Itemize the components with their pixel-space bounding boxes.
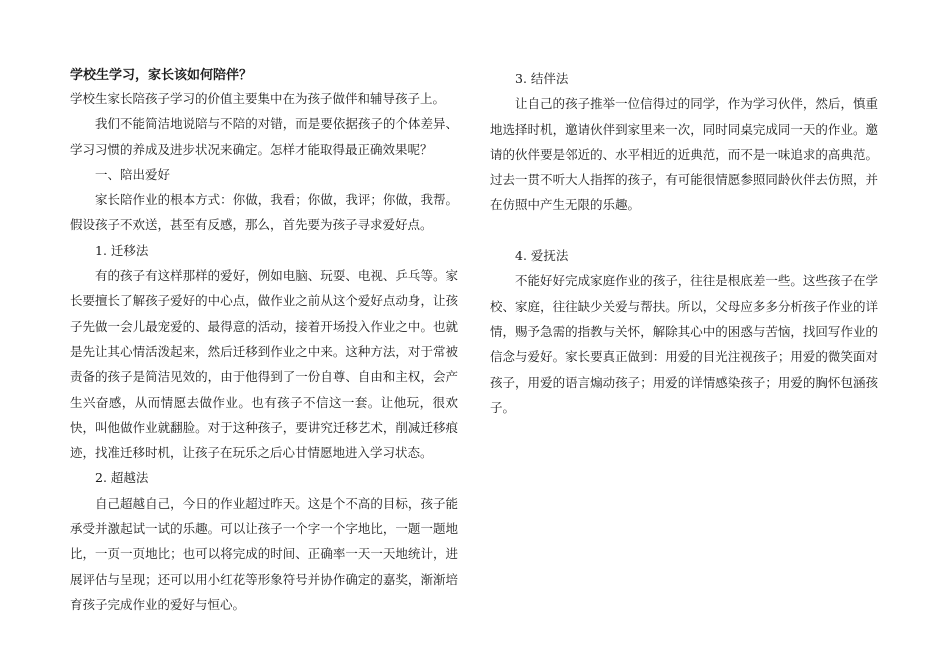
left-column	[70, 66, 458, 617]
method-heading-transfer: 1. 迁移法	[95, 242, 149, 258]
method-heading-care: 4. 爱抚法	[515, 248, 569, 264]
method-body-transfer: 有的孩子有这样那样的爱好，例如电脑、玩耍、电视、乒乓等。家长要擅长了解孩子爱好的中心点，做作业之前从这个爱好点动身，让孩子先做一会儿最宠爱的、最得意的活动，接着开场投入作业之中。也就是先让其心情活泼起来，然后迁移到作业之中来。这种方法，对于常被责备的孩子是简洁见效的，由于他得到了一份自尊、自由和主权，会产生兴奋感，从而情愿去做作业。也有孩子不信这一套。让他玩，很欢快，叫他做作业就翻脸。对于这种孩子，要讲究迁移艺术，削减迁移痕迹，找准迁移时机，让孩子在玩乐之后心甘情愿地进入学习状态。	[70, 268, 458, 461]
method-body-partner: 让自己的孩子推举一位信得过的同学，作为学习伙伴，然后，慎重地选择时机，邀请伙伴到家里来一次，同时同桌完成同一天的作业。邀请的伙伴要是邻近的、水平相近的近典范，而不是一味追求的高典范。过去一贯不听大人指挥的孩子，有可能很情愿参照同龄伙伴去仿照，并在仿照中产生无限的乐趣。	[490, 96, 878, 213]
paragraph-basic-method: 家长陪作业的根本方式：你做，我看；你做，我评；你做，我帮。假设孩子不欢送，甚至有反感，那么，首先要为孩子寻求爱好点。	[70, 192, 458, 233]
section-heading-interest: 一、陪出爱好	[95, 166, 171, 182]
method-heading-partner: 3. 结伴法	[515, 71, 569, 86]
article-title: 学校生学习，家长该如何陪伴？	[70, 68, 253, 83]
paragraph-approach: 我们不能简洁地说陪与不陪的对错，而是要依据孩子的个体差异、学习习惯的养成及进步状况来确定。怎样才能取得最正确效果呢？	[70, 116, 458, 157]
blank-line	[490, 218, 878, 243]
method-heading-surpass: 2. 超越法	[95, 470, 149, 486]
intro-paragraph: 学校生家长陪孩子学习的价值主要集中在为孩子做伴和辅导孩子上。	[70, 91, 446, 106]
method-body-surpass: 自己超越自己，今日的作业超过昨天。这是个不高的目标，孩子能承受并激起试一试的乐趣。可以让孩子一个字一个字地比，一题一题地比，一页一页地比；也可以将完成的时间、正确率一天一天地统计，进展评估与呈现；还可以用小红花等形象符号并协作确定的嘉奖，渐渐培育孩子完成作业的爱好与恒心。	[70, 495, 458, 612]
method-body-care: 不能好好完成家庭作业的孩子，往往是根底差一些。这些孩子在学校、家庭，往往缺少关爱与帮扶。所以，父母应多多分析孩子作业的详情，赐予急需的指教与关怀，解除其心中的困惑与苦恼，找回写作业的信念与爱好。家长要真正做到：用爱的目光注视孩子；用爱的微笑面对孩子，用爱的语言煽动孩子；用爱的详情感染孩子；用爱的胸怀包涵孩子。	[490, 273, 878, 415]
right-column	[490, 66, 878, 420]
